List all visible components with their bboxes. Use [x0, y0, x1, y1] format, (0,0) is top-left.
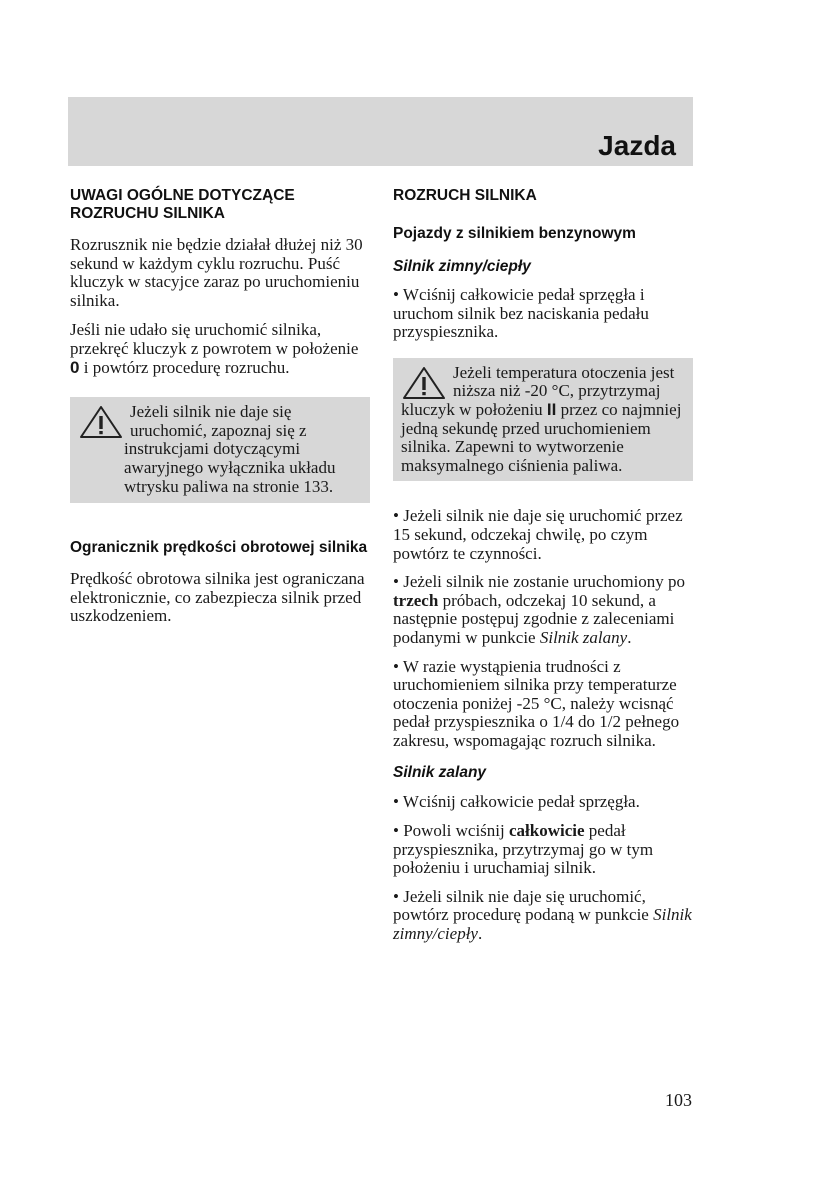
bullet-press-clutch-flooded: • Wciśnij całkowicie pedał sprzęgła. [393, 792, 640, 812]
section-title: Jazda [598, 130, 676, 161]
right-column [393, 187, 693, 944]
warning-box-low-temperature [393, 358, 693, 482]
bullet-three-attempts: • Jeżeli silnik nie zostanie uruchomiony po trzech próbach, odczekaj 10 sekund, a następnie postępuj zgodnie z zaleceniami podanymi w punkcie Silnik zalany. [393, 572, 686, 647]
warning-box-inertia-switch [70, 397, 370, 503]
heading-general-notes: UWAGI OGÓLNE DOTYCZĄCE ROZRUCHU SILNIKA [70, 187, 295, 222]
bullet-press-accelerator: • Powoli wciśnij całkowicie pedał przyspiesznika, przytrzymaj go w tym położeniu i uruchamiaj silnik. [393, 821, 654, 878]
heading-petrol-vehicles: Pojazdy z silnikiem benzynowym [393, 225, 636, 242]
heading-engine-start: ROZRUCH SILNIKA [393, 187, 537, 204]
bullet-low-temp-accelerator: • W razie wystąpienia trudności z uruchomieniem silnika przy temperaturze otoczenia poniżej -25 °C, należy wcisnąć pedał przyspiesznika o 1/4 do 1/2 pełnego zakresu, wspomagając rozruch silnika. [393, 656, 680, 750]
bullet-press-clutch: • Wciśnij całkowicie pedał sprzęgła i uruchom silnik bez naciskania pedału przyspiesznika. [393, 285, 649, 342]
bullet-repeat-procedure: • Jeżeli silnik nie daje się uruchomić, powtórz procedurę podaną w punkcie Silnik zimny/ciepły. [393, 886, 692, 944]
paragraph-retry-start: Jeśli nie udało się uruchomić silnika, przekręć kluczyk z powrotem w położenie 0 i powtórz procedurę rozruchu. [70, 320, 359, 377]
warning-triangle-icon [78, 404, 124, 440]
page-number: 103 [665, 1090, 692, 1110]
subheading-cold-warm: Silnik zimny/ciepły [393, 258, 531, 275]
warning-text: Jeżeli silnik nie daje się uruchomić, zapoznaj się z instrukcjami dotyczącymi awaryjnego wyłącznika układu wtrysku paliwa na stronie 133. [124, 402, 336, 496]
paragraph-rpm-limiter: Prędkość obrotowa silnika jest ograniczana elektronicznie, co zabezpiecza silnik przed uszkodzeniem. [70, 569, 365, 626]
heading-rpm-limiter: Ogranicznik prędkości obrotowej silnika [70, 539, 368, 557]
section-header-bar [68, 97, 693, 166]
bullet-wait-retry: • Jeżeli silnik nie daje się uruchomić przez 15 sekund, odczekaj chwilę, po czym powtórz te czynności. [393, 506, 683, 563]
warning-triangle-icon [401, 365, 447, 401]
warning-text: Jeżeli temperatura otoczenia jest niższa niż -20 °C, przytrzymaj kluczyk w położeniu II przez co najmniej jedną sekundę przed uruchomieniem silnika. Zapewni to wytworzenie maksymalnego ciśnienia paliwa. [401, 362, 682, 475]
subheading-flooded: Silnik zalany [393, 764, 487, 782]
paragraph-starter-limit: Rozrusznik nie będzie działał dłużej niż 30 sekund w każdym cyklu rozruchu. Puść kluczyk w stacyjce zaraz po uruchomieniu silnika. [70, 235, 363, 310]
left-column [70, 187, 370, 626]
